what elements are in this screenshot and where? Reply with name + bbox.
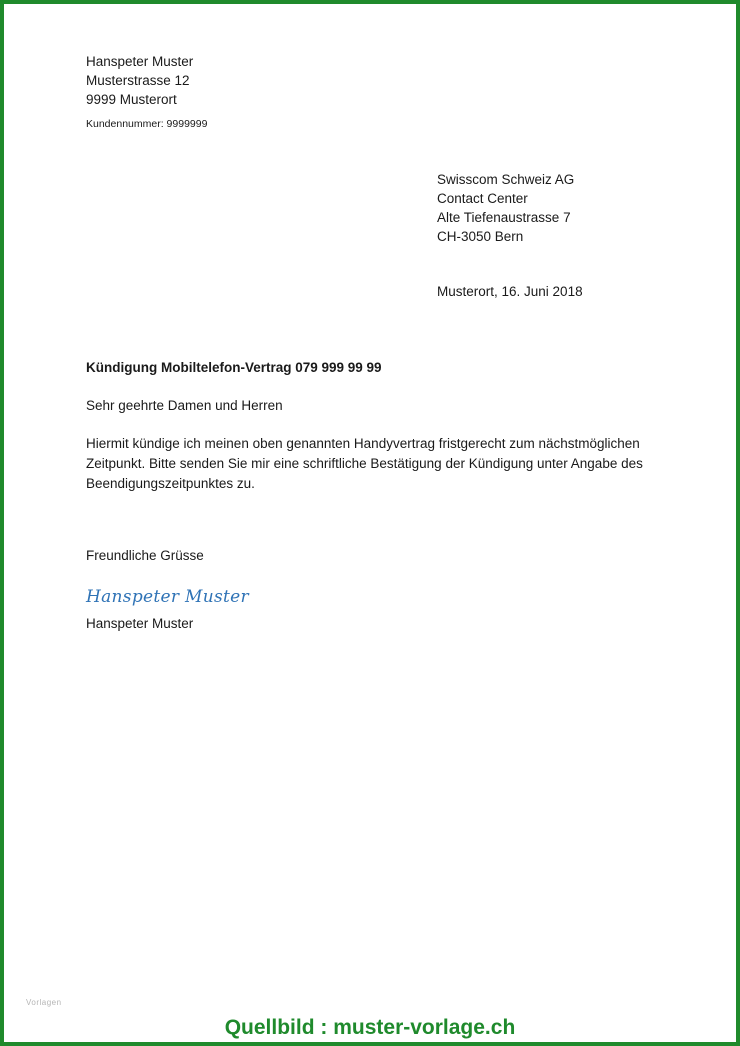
signer-name: Hanspeter Muster xyxy=(86,616,194,631)
body-line: Beendigungszeitpunktes zu. xyxy=(86,476,255,491)
recipient-department: Contact Center xyxy=(437,191,528,206)
body-line: Zeitpunkt. Bitte senden Sie mir eine schriftliche Bestätigung der Kündigung unter Angabe des xyxy=(86,456,643,471)
recipient-city: CH-3050 Bern xyxy=(437,229,524,244)
sender-name: Hanspeter Muster xyxy=(86,54,194,69)
sender-street: Musterstrasse 12 xyxy=(86,73,190,88)
body-line: Hiermit kündige ich meinen oben genannten Handyvertrag fristgerecht zum nächstmöglichen xyxy=(86,436,640,451)
letter-date: Musterort, 16. Juni 2018 xyxy=(437,284,583,299)
recipient-address xyxy=(437,170,574,246)
source-label: Quellbild : muster-vorlage.ch xyxy=(224,1016,516,1039)
customer-number: Kundennummer: 9999999 xyxy=(86,118,208,130)
sender-city: 9999 Musterort xyxy=(86,92,177,107)
closing: Freundliche Grüsse xyxy=(86,548,204,563)
letter-body xyxy=(86,434,643,494)
watermark-text: Vorlagen xyxy=(26,998,62,1007)
salutation: Sehr geehrte Damen und Herren xyxy=(86,398,283,413)
letter-subject: Kündigung Mobiltelefon-Vertrag 079 999 99 99 xyxy=(86,360,382,375)
handwritten-signature: Hanspeter Muster xyxy=(86,587,249,607)
sender-address xyxy=(86,52,193,109)
letter-page xyxy=(6,6,734,1040)
recipient-company: Swisscom Schweiz AG xyxy=(437,172,575,187)
source-caption xyxy=(0,1016,740,1040)
recipient-street: Alte Tiefenaustrasse 7 xyxy=(437,210,571,225)
